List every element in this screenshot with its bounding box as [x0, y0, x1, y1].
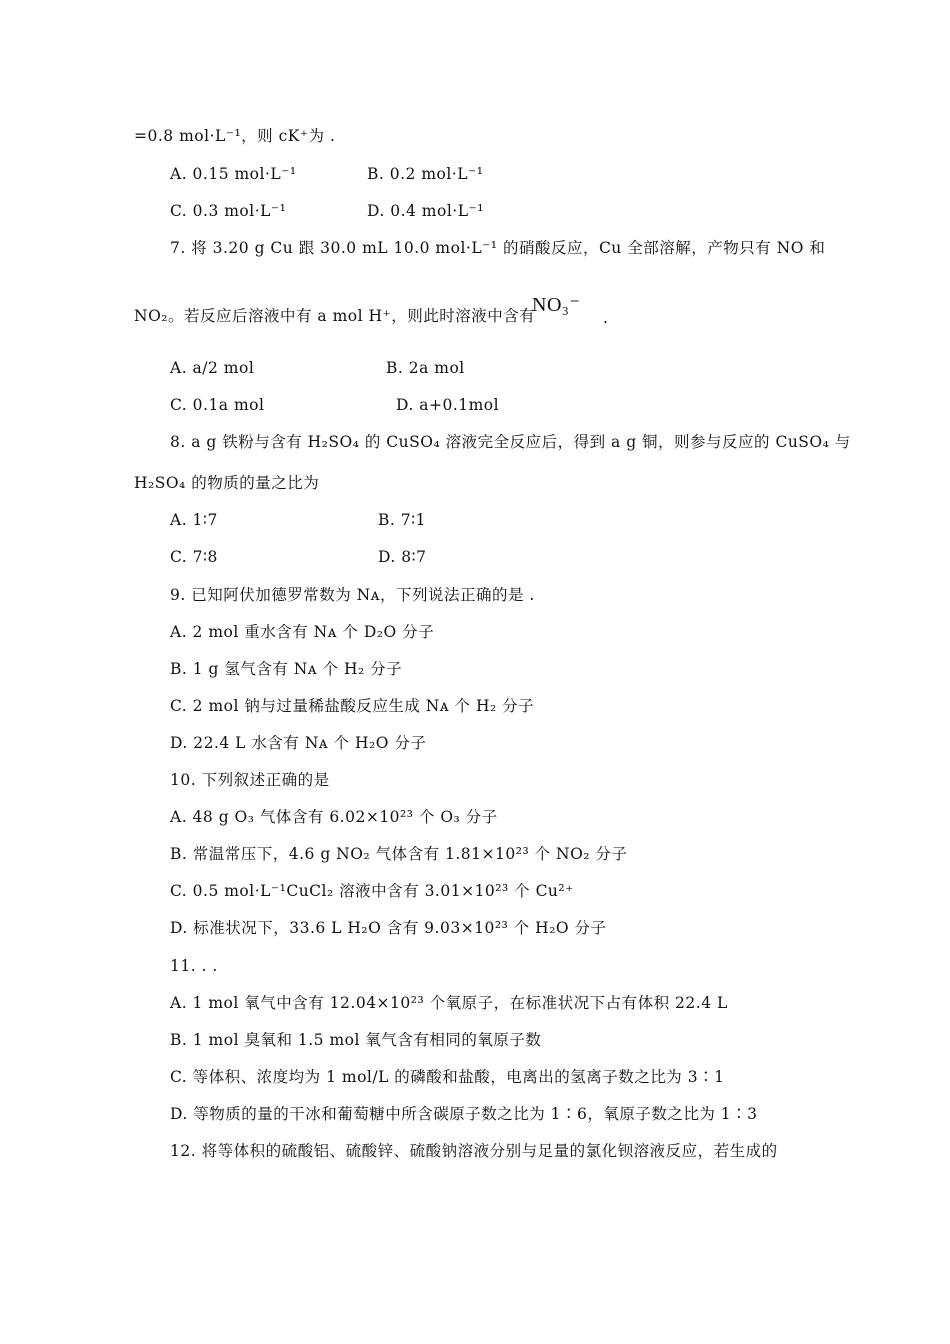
q6-option-a: A. 0.15 mol·L⁻¹: [170, 165, 297, 183]
q6-option-b: B. 0.2 mol·L⁻¹: [367, 165, 484, 183]
q11-option-c: C. 等体积、浓度均为 1 mol/L 的磷酸和盐酸，电离出的氢离子数之比为 3∶1: [170, 1068, 725, 1086]
q7-stem-line1: 7. 将 3.20 g Cu 跟 30.0 mL 10.0 mol·L⁻¹ 的硝酸反应，Cu 全部溶解，产物只有 NO 和: [170, 239, 826, 257]
q10-option-a: A. 48 g O₃ 气体含有 6.02×10²³ 个 O₃ 分子: [170, 808, 498, 826]
q7-option-d: D. a+0.1mol: [396, 396, 500, 414]
q6-option-c: C. 0.3 mol·L⁻¹: [170, 202, 287, 220]
q10-option-d: D. 标准状况下，33.6 L H₂O 含有 9.03×10²³ 个 H₂O 分子: [170, 919, 607, 937]
q8-stem-line1: 8. a g 铁粉与含有 H₂SO₄ 的 CuSO₄ 溶液完全反应后，得到 a g 铜，则参与反应的 CuSO₄ 与: [170, 433, 851, 451]
q8-option-b: B. 7∶1: [378, 511, 427, 529]
q9-stem: 9. 已知阿伏加德罗常数为 Nᴀ，下列说法正确的是 .: [170, 586, 535, 604]
q8-stem-line2: H₂SO₄ 的物质的量之比为: [134, 474, 320, 492]
q7-stem-line2: NO₂。若反应后溶液中有 a mol H⁺，则此时溶液中含有: [134, 307, 536, 325]
q9-option-d: D. 22.4 L 水含有 Nᴀ 个 H₂O 分子: [170, 734, 427, 752]
q6-option-d: D. 0.4 mol·L⁻¹: [367, 202, 484, 220]
q7-option-c: C. 0.1a mol: [170, 396, 265, 414]
q7-option-a: A. a/2 mol: [170, 359, 255, 377]
q7-blank: .: [603, 309, 609, 327]
q9-option-c: C. 2 mol 钠与过量稀盐酸反应生成 Nᴀ 个 H₂ 分子: [170, 697, 535, 715]
q12-stem: 12. 将等体积的硫酸铝、硫酸锌、硫酸钠溶液分别与足量的氯化钡溶液反应，若生成的: [170, 1142, 778, 1160]
q10-option-c: C. 0.5 mol·L⁻¹CuCl₂ 溶液中含有 3.01×10²³ 个 Cu²⁺: [170, 882, 574, 900]
q7-option-b: B. 2a mol: [386, 359, 465, 377]
q7-nitrate-formula: NO₃⁻: [532, 294, 581, 316]
q8-option-c: C. 7∶8: [170, 548, 218, 566]
q9-option-a: A. 2 mol 重水含有 Nᴀ 个 D₂O 分子: [170, 623, 435, 641]
q6-stem-cont: =0.8 mol·L⁻¹，则 cK⁺为 .: [134, 127, 336, 145]
q10-option-b: B. 常温常压下，4.6 g NO₂ 气体含有 1.81×10²³ 个 NO₂ 分子: [170, 845, 628, 863]
q11-stem: 11. . .: [170, 957, 218, 975]
q8-option-a: A. 1∶7: [170, 511, 218, 529]
q11-option-b: B. 1 mol 臭氧和 1.5 mol 氧气含有相同的氧原子数: [170, 1031, 542, 1049]
q11-option-a: A. 1 mol 氧气中含有 12.04×10²³ 个氧原子，在标准状况下占有体积 22.4 L: [170, 994, 728, 1012]
q10-stem: 10. 下列叙述正确的是: [170, 771, 330, 789]
q11-option-d: D. 等物质的量的干冰和葡萄糖中所含碳原子数之比为 1∶6，氧原子数之比为 1∶3: [170, 1105, 758, 1123]
q9-option-b: B. 1 g 氢气含有 Nᴀ 个 H₂ 分子: [170, 660, 403, 678]
q8-option-d: D. 8∶7: [378, 548, 427, 566]
